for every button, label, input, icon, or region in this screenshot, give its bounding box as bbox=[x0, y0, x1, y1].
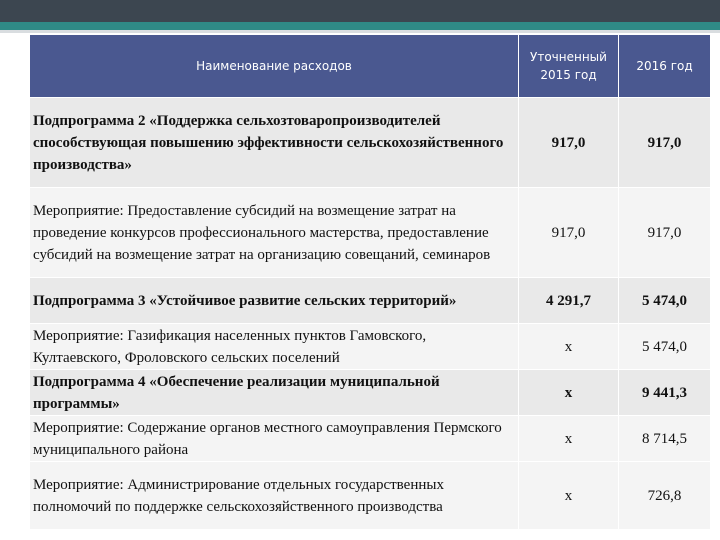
row-name: Мероприятие: Газификация населенных пунктов Гамовского, Култаевского, Фроловского сельских поселений bbox=[30, 324, 519, 370]
row-name: Подпрограмма 3 «Устойчивое развитие сельских территорий» bbox=[30, 278, 519, 324]
row-value-2015: х bbox=[519, 462, 619, 530]
row-value-2016: 5 474,0 bbox=[619, 324, 711, 370]
slide-accent-bar bbox=[0, 22, 720, 30]
expenses-table bbox=[29, 34, 711, 530]
table-row bbox=[30, 324, 711, 370]
header-2015: Уточненный 2015 год bbox=[519, 35, 619, 98]
row-value-2015: х bbox=[519, 416, 619, 462]
table-row bbox=[30, 462, 711, 530]
header-name: Наименование расходов bbox=[30, 35, 519, 98]
row-name: Мероприятие: Предоставление субсидий на возмещение затрат на проведение конкурсов профессионального мастерства, предоставление субсидий на возмещение затрат на организацию совещаний, семинаров bbox=[30, 188, 519, 278]
row-name: Мероприятие: Содержание органов местного самоуправления Пермского муниципального района bbox=[30, 416, 519, 462]
row-name: Мероприятие: Администрирование отдельных государственных полномочий по поддержке сельскохозяйственного производства bbox=[30, 462, 519, 530]
row-name: Подпрограмма 4 «Обеспечение реализации муниципальной программы» bbox=[30, 370, 519, 416]
row-value-2016: 917,0 bbox=[619, 188, 711, 278]
row-value-2015: 917,0 bbox=[519, 188, 619, 278]
slide-accent-line bbox=[0, 30, 720, 33]
row-value-2016: 726,8 bbox=[619, 462, 711, 530]
row-value-2016: 5 474,0 bbox=[619, 278, 711, 324]
row-value-2016: 8 714,5 bbox=[619, 416, 711, 462]
table-row bbox=[30, 98, 711, 188]
row-value-2015: 917,0 bbox=[519, 98, 619, 188]
row-value-2015: 4 291,7 bbox=[519, 278, 619, 324]
row-value-2015: х bbox=[519, 324, 619, 370]
table-row bbox=[30, 278, 711, 324]
table-row bbox=[30, 416, 711, 462]
row-value-2016: 917,0 bbox=[619, 98, 711, 188]
table-header-row bbox=[30, 35, 711, 98]
row-value-2016: 9 441,3 bbox=[619, 370, 711, 416]
header-2016: 2016 год bbox=[619, 35, 711, 98]
table-row bbox=[30, 188, 711, 278]
slide-top-bar bbox=[0, 0, 720, 22]
row-value-2015: х bbox=[519, 370, 619, 416]
table-row bbox=[30, 370, 711, 416]
row-name: Подпрограмма 2 «Поддержка сельхозтоваропроизводителей способствующая повышению эффективности сельскохозяйственного производства» bbox=[30, 98, 519, 188]
